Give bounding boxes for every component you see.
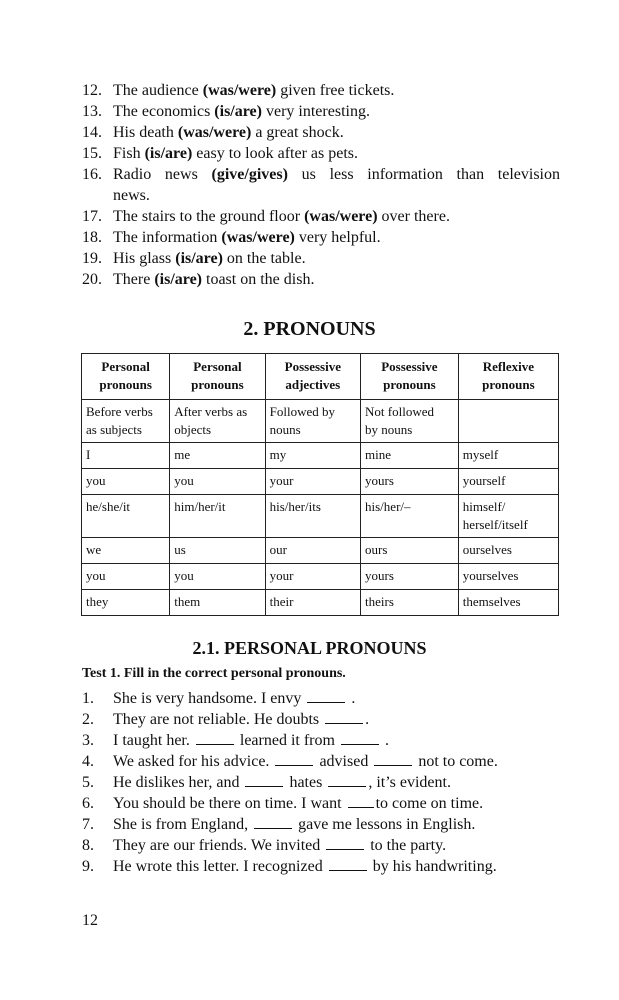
table-cell: them [170, 590, 265, 616]
list-item: 9. He wrote this letter. I recognized by his handwriting. [82, 858, 497, 875]
table-cell: you [82, 564, 170, 590]
table-cell: we [82, 538, 170, 564]
table-row [82, 469, 559, 495]
table-cell: themselves [458, 590, 558, 616]
section-title: 2. PRONOUNS [243, 318, 376, 340]
table-cell: your [265, 564, 360, 590]
table-cell: me [170, 443, 265, 469]
answer-blank [275, 753, 313, 766]
list-item-continuation: news. [113, 187, 150, 204]
table-cell: yourselves [458, 564, 558, 590]
list-item: 15. Fish (is/are) easy to look after as pets. [82, 145, 358, 162]
table-header-row [82, 354, 559, 400]
answer-blank [196, 732, 234, 745]
table-cell: their [265, 590, 360, 616]
table-row [82, 495, 559, 538]
table-row [82, 400, 559, 443]
column-header: Possessive pronouns [361, 354, 459, 400]
list-item: 14. His death (was/were) a great shock. [82, 124, 344, 141]
table-cell: Not followed by nouns [361, 400, 459, 443]
list-item: 1. She is very handsome. I envy . [82, 690, 356, 707]
table-row [82, 443, 559, 469]
test-list [82, 688, 560, 877]
table-cell: us [170, 538, 265, 564]
table-cell: ours [361, 538, 459, 564]
list-item: 3. I taught her. learned it from . [82, 732, 389, 749]
list-item: 4. We asked for his advice. advised not to come. [82, 753, 498, 770]
answer-blank [254, 816, 292, 829]
table-cell: Followed by nouns [265, 400, 360, 443]
table-cell: After verbs as objects [170, 400, 265, 443]
list-item: 16. Radio news (give/gives) us less information than television [82, 166, 560, 183]
subsection-title: 2.1. PERSONAL PRONOUNS [192, 638, 427, 658]
list-item: 2. They are not reliable. He doubts . [82, 711, 370, 728]
table-cell: you [170, 469, 265, 495]
table-cell: I [82, 443, 170, 469]
table-cell: they [82, 590, 170, 616]
table-cell: mine [361, 443, 459, 469]
column-header: Reflexive pronouns [458, 354, 558, 400]
list-item: 12. The audience (was/were) given free tickets. [82, 82, 395, 99]
answer-blank [307, 690, 345, 703]
table-cell: he/she/it [82, 495, 170, 538]
table-cell: yourself [458, 469, 558, 495]
table-cell: theirs [361, 590, 459, 616]
table-cell: himself/ herself/itself [458, 495, 558, 538]
table-cell: you [82, 469, 170, 495]
table-row [82, 564, 559, 590]
table-cell: him/her/it [170, 495, 265, 538]
list-item: 8. They are our friends. We invited to the party. [82, 837, 447, 854]
answer-blank [245, 774, 283, 787]
table-cell: myself [458, 443, 558, 469]
answer-blank [341, 732, 379, 745]
answer-blank [329, 858, 367, 871]
list-item: 20. There (is/are) toast on the dish. [82, 271, 315, 288]
table-cell [458, 400, 558, 443]
list-item: 6. You should be there on time. I want to come on time. [82, 795, 484, 812]
answer-blank [328, 774, 366, 787]
answer-blank [348, 795, 374, 808]
table-cell: yours [361, 469, 459, 495]
table-cell: ourselves [458, 538, 558, 564]
list-item: 13. The economics (is/are) very interesting. [82, 103, 370, 120]
table-cell: Before verbs as subjects [82, 400, 170, 443]
list-item: 7. She is from England, gave me lessons in English. [82, 816, 476, 833]
list-item: 18. The information (was/were) very helpful. [82, 229, 381, 246]
exercise-list [82, 80, 560, 290]
table-cell: our [265, 538, 360, 564]
column-header: Possessive adjectives [265, 354, 360, 400]
page-number: 12 [82, 912, 98, 929]
table-row [82, 590, 559, 616]
table-row [82, 538, 559, 564]
list-item: 17. The stairs to the ground floor (was/were) over there. [82, 208, 450, 225]
table-cell: his/her/– [361, 495, 459, 538]
list-item: 19. His glass (is/are) on the table. [82, 250, 306, 267]
pronouns-table [81, 353, 559, 616]
column-header: Personal pronouns [170, 354, 265, 400]
answer-blank [326, 837, 364, 850]
list-item: 5. He dislikes her, and hates , it’s evident. [82, 774, 451, 791]
table-cell: his/her/its [265, 495, 360, 538]
table-cell: you [170, 564, 265, 590]
table-cell: my [265, 443, 360, 469]
column-header: Personal pronouns [82, 354, 170, 400]
test-title: Test 1. Fill in the correct personal pronouns. [82, 666, 346, 681]
table-cell: yours [361, 564, 459, 590]
table-cell: your [265, 469, 360, 495]
answer-blank [325, 711, 363, 724]
answer-blank [374, 753, 412, 766]
